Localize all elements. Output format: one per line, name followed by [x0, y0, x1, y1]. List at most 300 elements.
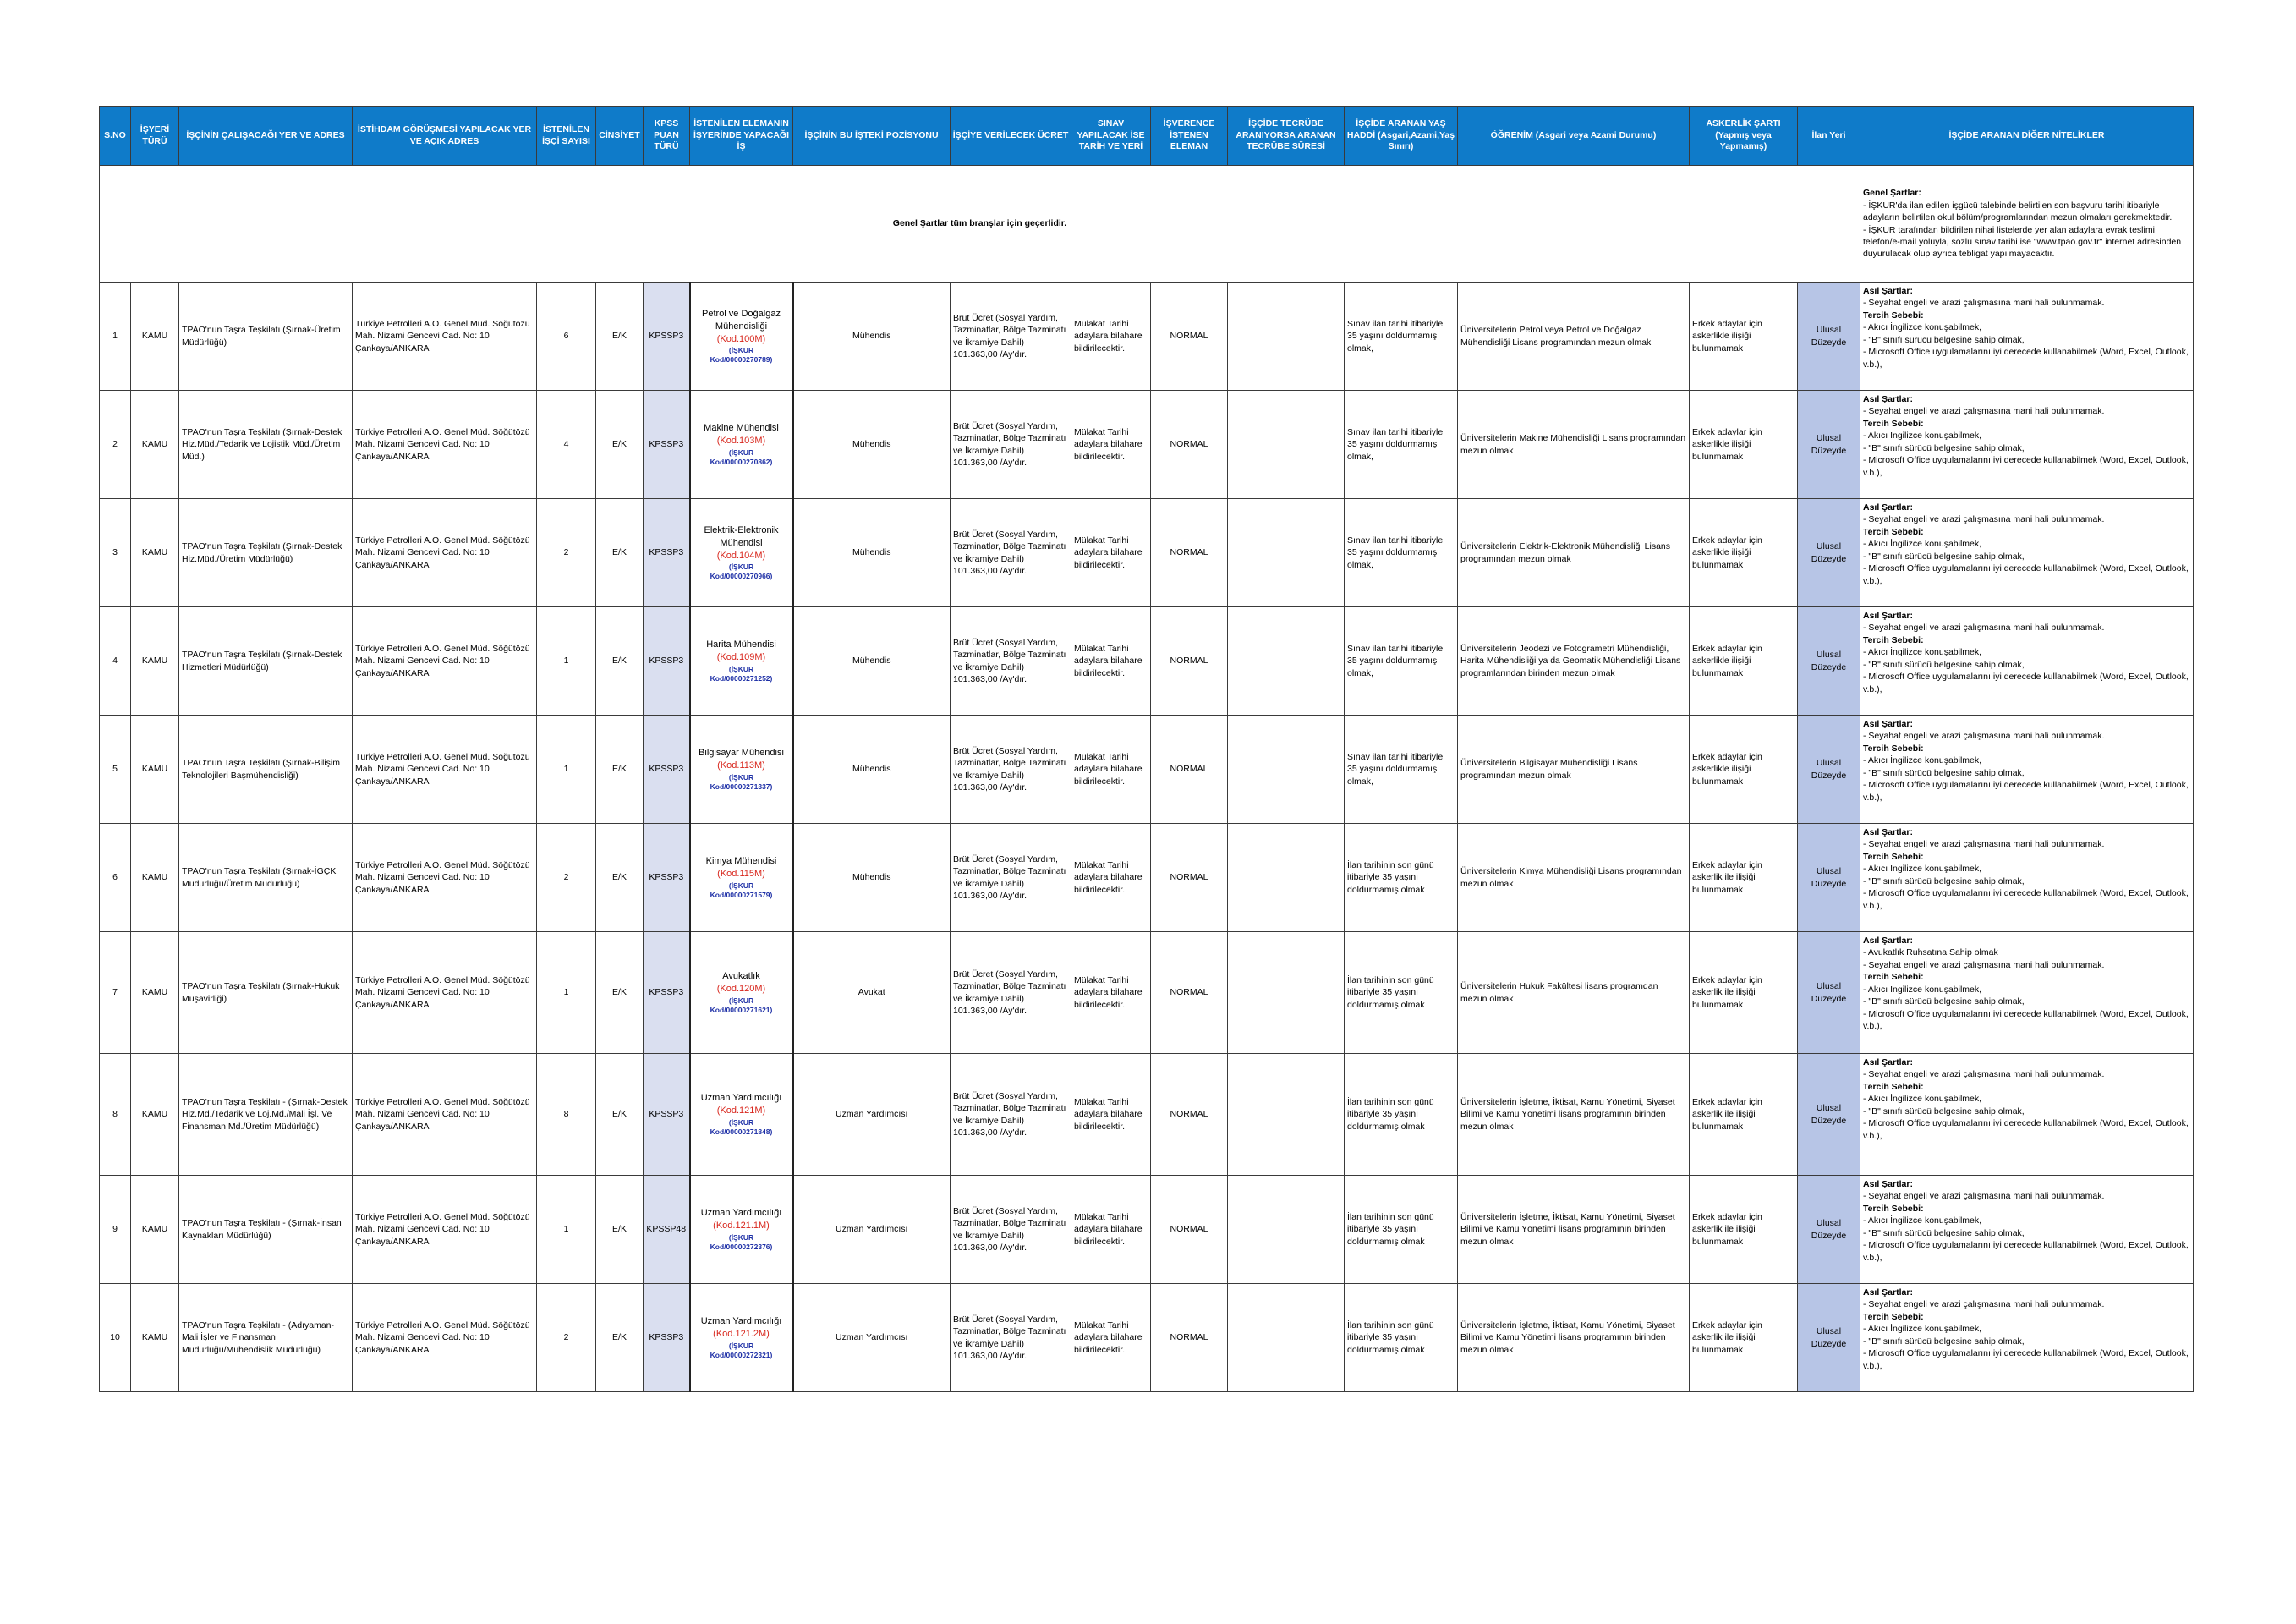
main-condition-line: - Seyahat engeli ve arazi çalışmasına mani hali bulunmamak. [1863, 839, 2105, 850]
job-code: (Kod.121M) [716, 1106, 766, 1116]
preference-line: - "B" sınıfı sürücü belgesine sahip olmak, [1863, 334, 2025, 345]
column-header: ÖĞRENİM (Asgari veya Azami Durumu) [1458, 107, 1690, 166]
preference-line: - Microsoft Office uygulamalarını iyi derecede kullanabilmek (Word, Excel, Outlook, v.b.), [1863, 1348, 2189, 1371]
experience [1228, 932, 1345, 1054]
wage: Brüt Ücret (Sosyal Yardım, Tazminatlar, Bölge Tazminatı ve İkramiye Dahil) 101.363,00 /Ay'dır. [951, 716, 1071, 824]
interview-address: Türkiye Petrolleri A.O. Genel Müd. Söğütözü Mah. Nizami Gencevi Cad. No: 10 Çankaya/ANKARA [353, 499, 537, 607]
main-conditions-title: Asıl Şartlar: [1863, 394, 1913, 404]
gender: E/K [596, 824, 644, 932]
column-header: İSTİHDAM GÖRÜŞMESİ YAPILACAK YER VE AÇIK ADRES [353, 107, 537, 166]
interview-address: Türkiye Petrolleri A.O. Genel Müd. Söğütözü Mah. Nizami Gencevi Cad. No: 10 Çankaya/ANKARA [353, 607, 537, 716]
education: Üniversitelerin Bilgisayar Mühendisliği Lisans programından mezun olmak [1458, 716, 1690, 824]
wage: Brüt Ücret (Sosyal Yardım, Tazminatlar, Bölge Tazminatı ve İkramiye Dahil) 101.363,00 /Ay'dır. [951, 1054, 1071, 1176]
other-qualifications [1860, 932, 2194, 1054]
iskur-label: (İŞKUR [728, 562, 754, 572]
age-limit: Sınav ilan tarihi itibariyle 35 yaşını doldurmamış olmak, [1345, 716, 1458, 824]
preference-line: - "B" sınıfı sürücü belgesine sahip olmak, [1863, 659, 2025, 670]
kpss-score-type: KPSSP3 [644, 391, 690, 499]
table-row [100, 1284, 2194, 1392]
listing-place: Ulusal Düzeyde [1798, 824, 1860, 932]
row-number: 7 [100, 932, 131, 1054]
kpss-score-type: KPSSP3 [644, 932, 690, 1054]
education: Üniversitelerin İşletme, İktisat, Kamu Yönetimi, Siyaset Bilimi ve Kamu Yönetimi lisans programının birinden mezun olmak [1458, 1176, 1690, 1284]
wage: Brüt Ücret (Sosyal Yardım, Tazminatlar, Bölge Tazminatı ve İkramiye Dahil) 101.363,00 /Ay'dır. [951, 824, 1071, 932]
exam-info: Mülakat Tarihi adaylara bilahare bildirilecektir. [1071, 499, 1151, 607]
kpss-score-type: KPSSP3 [644, 283, 690, 391]
job-cell [690, 499, 793, 607]
employee-type: NORMAL [1151, 607, 1228, 716]
exam-info: Mülakat Tarihi adaylara bilahare bildirilecektir. [1071, 932, 1151, 1054]
listing-place: Ulusal Düzeyde [1798, 499, 1860, 607]
gender: E/K [596, 607, 644, 716]
general-conditions-row [100, 166, 2194, 283]
row-number: 3 [100, 499, 131, 607]
gender: E/K [596, 932, 644, 1054]
education: Üniversitelerin Petrol veya Petrol ve Doğalgaz Mühendisliği Lisans programından mezun olmak [1458, 283, 1690, 391]
position: Mühendis [793, 824, 951, 932]
worker-count: 1 [537, 716, 596, 824]
workplace-type: KAMU [131, 824, 179, 932]
workplace-address: TPAO'nun Taşra Teşkilatı (Şırnak-Bilişim Teknolojileri Başmühendisliği) [179, 716, 353, 824]
job-cell [690, 1284, 793, 1392]
workplace-address: TPAO'nun Taşra Teşkilatı (Şırnak-Hukuk Müşavirliği) [179, 932, 353, 1054]
job-code: (Kod.113M) [717, 760, 765, 771]
preference-title: Tercih Sebebi: [1863, 1311, 1924, 1322]
workplace-type: KAMU [131, 283, 179, 391]
preference-line: - Microsoft Office uygulamalarını iyi derecede kullanabilmek (Word, Excel, Outlook, v.b.), [1863, 672, 2189, 694]
interview-address: Türkiye Petrolleri A.O. Genel Müd. Söğütözü Mah. Nizami Gencevi Cad. No: 10 Çankaya/ANKARA [353, 824, 537, 932]
row-number: 5 [100, 716, 131, 824]
job-code: (Kod.100M) [716, 334, 766, 345]
iskur-label: (İŞKUR [728, 1341, 754, 1350]
experience [1228, 1284, 1345, 1392]
kpss-score-type: KPSSP3 [644, 607, 690, 716]
age-limit: Sınav ilan tarihi itibariyle 35 yaşını doldurmamış olmak, [1345, 607, 1458, 716]
preference-line: - Microsoft Office uygulamalarını iyi derecede kullanabilmek (Word, Excel, Outlook, v.b.), [1863, 780, 2189, 803]
column-header: İŞÇİDE ARANAN YAŞ HADDİ (Asgari,Azami,Yaş Sınırı) [1345, 107, 1458, 166]
listing-place: Ulusal Düzeyde [1798, 716, 1860, 824]
listing-place: Ulusal Düzeyde [1798, 1284, 1860, 1392]
iskur-code: Kod/00000271621) [710, 1005, 773, 1014]
preference-title: Tercih Sebebi: [1863, 1081, 1924, 1092]
job-code: (Kod.115M) [717, 869, 765, 880]
experience [1228, 607, 1345, 716]
iskur-label: (İŞKUR [728, 881, 754, 890]
general-condition-line: - İŞKUR tarafından bildirilen nihai listelerde yer alan adaylara evrak teslimi telefon/e-mail yoluyla, sözlü sınav tarihi ise "www.tpao.gov.tr" internet adresinden duyurulacak olup ayrıca tebligat yapılmayacaktır. [1863, 224, 2182, 260]
other-qualifications [1860, 1284, 2194, 1392]
employee-type: NORMAL [1151, 716, 1228, 824]
general-condition-line: - İŞKUR'da ilan edilen işgücü talebinde belirtilen son başvuru tarihi itibariyle adayların belirtilen okul bölüm/programlarından mezun olmaları gerekmektedir. [1863, 200, 2173, 223]
iskur-label: (İŞKUR [728, 996, 754, 1005]
listing-place: Ulusal Düzeyde [1798, 283, 1860, 391]
military-requirement: Erkek adaylar için askerlik ile ilişiği bulunmamak [1690, 932, 1798, 1054]
military-requirement: Erkek adaylar için askerlikle ilişiği bulunmamak [1690, 391, 1798, 499]
general-conditions-title: Genel Şartlar: [1863, 188, 1921, 199]
exam-info: Mülakat Tarihi adaylara bilahare bildirilecektir. [1071, 607, 1151, 716]
column-header: S.NO [100, 107, 131, 166]
job-title: Avukatlık [722, 971, 760, 982]
education: Üniversitelerin Makine Mühendisliği Lisans programından mezun olmak [1458, 391, 1690, 499]
worker-count: 8 [537, 1054, 596, 1176]
table-row [100, 1176, 2194, 1284]
iskur-label: (İŞKUR [728, 664, 754, 673]
table-row [100, 716, 2194, 824]
military-requirement: Erkek adaylar için askerlikle ilişiği bulunmamak [1690, 716, 1798, 824]
age-limit: İlan tarihinin son günü itibariyle 35 yaşını doldurmamış olmak [1345, 824, 1458, 932]
main-condition-line: - Seyahat engeli ve arazi çalışmasına mani hali bulunmamak. [1863, 623, 2105, 634]
preference-title: Tercih Sebebi: [1863, 634, 1924, 645]
worker-count: 6 [537, 283, 596, 391]
iskur-code: Kod/00000270789) [710, 355, 773, 365]
preference-line: - Akıcı İngilizce konuşabilmek, [1863, 1215, 1982, 1226]
main-condition-line: - Seyahat engeli ve arazi çalışmasına mani hali bulunmamak. [1863, 959, 2105, 970]
military-requirement: Erkek adaylar için askerlik ile ilişiği bulunmamak [1690, 1176, 1798, 1284]
position: Uzman Yardımcısı [793, 1054, 951, 1176]
row-number: 1 [100, 283, 131, 391]
iskur-code: Kod/00000271252) [710, 673, 773, 683]
exam-info: Mülakat Tarihi adaylara bilahare bildirilecektir. [1071, 1176, 1151, 1284]
main-conditions-title: Asıl Şartlar: [1863, 611, 1913, 621]
wage: Brüt Ücret (Sosyal Yardım, Tazminatlar, Bölge Tazminatı ve İkramiye Dahil) 101.363,00 /Ay'dır. [951, 391, 1071, 499]
iskur-label: (İŞKUR [728, 346, 754, 355]
iskur-code: Kod/00000272376) [710, 1242, 773, 1251]
column-header: İŞÇİYE VERİLECEK ÜCRET [951, 107, 1071, 166]
preference-line: - Microsoft Office uygulamalarını iyi derecede kullanabilmek (Word, Excel, Outlook, v.b.), [1863, 347, 2189, 370]
worker-count: 4 [537, 391, 596, 499]
general-conditions-message: Genel Şartlar tüm branşlar için geçerlidir. [100, 166, 1860, 283]
job-code: (Kod.120M) [716, 984, 766, 995]
military-requirement: Erkek adaylar için askerlikle ilişiği bulunmamak [1690, 607, 1798, 716]
worker-count: 1 [537, 932, 596, 1054]
preference-line: - Microsoft Office uygulamalarını iyi derecede kullanabilmek (Word, Excel, Outlook, v.b.), [1863, 455, 2189, 478]
main-conditions-title: Asıl Şartlar: [1863, 935, 1913, 946]
preference-title: Tercih Sebebi: [1863, 743, 1924, 754]
preference-line: - Akıcı İngilizce konuşabilmek, [1863, 755, 1982, 766]
wage: Brüt Ücret (Sosyal Yardım, Tazminatlar, Bölge Tazminatı ve İkramiye Dahil) 101.363,00 /Ay'dır. [951, 932, 1071, 1054]
wage: Brüt Ücret (Sosyal Yardım, Tazminatlar, Bölge Tazminatı ve İkramiye Dahil) 101.363,00 /Ay'dır. [951, 1176, 1071, 1284]
workplace-address: TPAO'nun Taşra Teşkilatı (Şırnak-Üretim Müdürlüğü) [179, 283, 353, 391]
preference-line: - "B" sınıfı sürücü belgesine sahip olmak, [1863, 767, 2025, 778]
position: Mühendis [793, 607, 951, 716]
job-code: (Kod.103M) [716, 436, 766, 447]
preference-line: - Akıcı İngilizce konuşabilmek, [1863, 864, 1982, 875]
row-number: 6 [100, 824, 131, 932]
job-cell [690, 283, 793, 391]
education: Üniversitelerin İşletme, İktisat, Kamu Yönetimi, Siyaset Bilimi ve Kamu Yönetimi lisans programının birinden mezun olmak [1458, 1284, 1690, 1392]
preference-line: - Akıcı İngilizce konuşabilmek, [1863, 1324, 1982, 1335]
interview-address: Türkiye Petrolleri A.O. Genel Müd. Söğütözü Mah. Nizami Gencevi Cad. No: 10 Çankaya/ANKARA [353, 1054, 537, 1176]
wage: Brüt Ücret (Sosyal Yardım, Tazminatlar, Bölge Tazminatı ve İkramiye Dahil) 101.363,00 /Ay'dır. [951, 607, 1071, 716]
main-conditions-title: Asıl Şartlar: [1863, 1057, 1913, 1067]
column-header: ASKERLİK ŞARTI (Yapmış veya Yapmamış) [1690, 107, 1798, 166]
table-row [100, 607, 2194, 716]
preference-line: - Akıcı İngilizce konuşabilmek, [1863, 984, 1982, 995]
interview-address: Türkiye Petrolleri A.O. Genel Müd. Söğütözü Mah. Nizami Gencevi Cad. No: 10 Çankaya/ANKARA [353, 283, 537, 391]
job-title: Elektrik-Elektronik Mühendisi [704, 524, 779, 548]
row-number: 8 [100, 1054, 131, 1176]
column-header: CİNSİYET [596, 107, 644, 166]
other-qualifications [1860, 716, 2194, 824]
interview-address: Türkiye Petrolleri A.O. Genel Müd. Söğütözü Mah. Nizami Gencevi Cad. No: 10 Çankaya/ANKARA [353, 391, 537, 499]
military-requirement: Erkek adaylar için askerlik ile ilişiği bulunmamak [1690, 1284, 1798, 1392]
main-condition-line: - Seyahat engeli ve arazi çalışmasına mani hali bulunmamak. [1863, 1299, 2105, 1310]
experience [1228, 1054, 1345, 1176]
employee-type: NORMAL [1151, 499, 1228, 607]
workplace-type: KAMU [131, 1054, 179, 1176]
exam-info: Mülakat Tarihi adaylara bilahare bildirilecektir. [1071, 1284, 1151, 1392]
other-qualifications [1860, 499, 2194, 607]
age-limit: İlan tarihinin son günü itibariyle 35 yaşını doldurmamış olmak [1345, 1176, 1458, 1284]
row-number: 10 [100, 1284, 131, 1392]
gender: E/K [596, 1176, 644, 1284]
table-header-row [100, 107, 2194, 166]
preference-line: - Microsoft Office uygulamalarını iyi derecede kullanabilmek (Word, Excel, Outlook, v.b.), [1863, 563, 2189, 586]
experience [1228, 499, 1345, 607]
other-qualifications [1860, 1176, 2194, 1284]
age-limit: Sınav ilan tarihi itibariyle 35 yaşını doldurmamış olmak, [1345, 283, 1458, 391]
worker-count: 2 [537, 499, 596, 607]
position: Mühendis [793, 391, 951, 499]
workplace-address: TPAO'nun Taşra Teşkilatı - (Şırnak-Destek Hiz.Md./Tedarik ve Loj.Md./Mali İşl. Ve Finansman Md./Üretim Müdürlüğü) [179, 1054, 353, 1176]
row-number: 4 [100, 607, 131, 716]
listing-place: Ulusal Düzeyde [1798, 1054, 1860, 1176]
preference-title: Tercih Sebebi: [1863, 851, 1924, 862]
column-header: İŞÇİDE TECRÜBE ARANIYORSA ARANAN TECRÜBE SÜRESİ [1228, 107, 1345, 166]
interview-address: Türkiye Petrolleri A.O. Genel Müd. Söğütözü Mah. Nizami Gencevi Cad. No: 10 Çankaya/ANKARA [353, 932, 537, 1054]
iskur-label: (İŞKUR [728, 772, 754, 782]
kpss-score-type: KPSSP3 [644, 716, 690, 824]
gender: E/K [596, 1284, 644, 1392]
preference-line: - "B" sınıfı sürücü belgesine sahip olmak, [1863, 1106, 2025, 1116]
job-title: Makine Mühendisi [704, 423, 779, 434]
other-qualifications [1860, 391, 2194, 499]
preference-line: - "B" sınıfı sürücü belgesine sahip olmak, [1863, 442, 2025, 453]
age-limit: İlan tarihinin son günü itibariyle 35 yaşını doldurmamış olmak [1345, 932, 1458, 1054]
workplace-address: TPAO'nun Taşra Teşkilatı (Şırnak-Destek Hiz.Müd./Üretim Müdürlüğü) [179, 499, 353, 607]
iskur-label: (İŞKUR [728, 1232, 754, 1242]
listing-place: Ulusal Düzeyde [1798, 391, 1860, 499]
exam-info: Mülakat Tarihi adaylara bilahare bildirilecektir. [1071, 716, 1151, 824]
job-cell [690, 391, 793, 499]
experience [1228, 824, 1345, 932]
job-cell [690, 824, 793, 932]
preference-title: Tercih Sebebi: [1863, 526, 1924, 537]
workplace-address: TPAO'nun Taşra Teşkilatı (Şırnak-Destek Hizmetleri Müdürlüğü) [179, 607, 353, 716]
kpss-score-type: KPSSP48 [644, 1176, 690, 1284]
interview-address: Türkiye Petrolleri A.O. Genel Müd. Söğütözü Mah. Nizami Gencevi Cad. No: 10 Çankaya/ANKARA [353, 1176, 537, 1284]
main-condition-line: - Seyahat engeli ve arazi çalışmasına mani hali bulunmamak. [1863, 406, 2105, 417]
job-code: (Kod.109M) [716, 652, 766, 663]
job-title: Uzman Yardımcılığı [700, 1093, 782, 1104]
workplace-address: TPAO'nun Taşra Teşkilatı (Şırnak-Destek Hiz.Müd./Tedarik ve Lojistik Müd./Üretim Müd.) [179, 391, 353, 499]
interview-address: Türkiye Petrolleri A.O. Genel Müd. Söğütözü Mah. Nizami Gencevi Cad. No: 10 Çankaya/ANKARA [353, 716, 537, 824]
preference-line: - Akıcı İngilizce konuşabilmek, [1863, 1094, 1982, 1105]
interview-address: Türkiye Petrolleri A.O. Genel Müd. Söğütözü Mah. Nizami Gencevi Cad. No: 10 Çankaya/ANKARA [353, 1284, 537, 1392]
table-row [100, 499, 2194, 607]
job-cell [690, 607, 793, 716]
main-condition-line: - Seyahat engeli ve arazi çalışmasına mani hali bulunmamak. [1863, 1069, 2105, 1080]
position: Mühendis [793, 283, 951, 391]
employee-type: NORMAL [1151, 1284, 1228, 1392]
other-qualifications [1860, 607, 2194, 716]
iskur-code: Kod/00000271848) [710, 1127, 773, 1136]
column-header: İŞYERİ TÜRÜ [131, 107, 179, 166]
table-row [100, 932, 2194, 1054]
age-limit: Sınav ilan tarihi itibariyle 35 yaşını doldurmamış olmak, [1345, 499, 1458, 607]
age-limit: İlan tarihinin son günü itibariyle 35 yaşını doldurmamış olmak [1345, 1054, 1458, 1176]
main-conditions-title: Asıl Şartlar: [1863, 286, 1913, 296]
iskur-code: Kod/00000270966) [710, 572, 773, 581]
listing-place: Ulusal Düzeyde [1798, 1176, 1860, 1284]
column-header: İŞÇİNİN ÇALIŞACAĞI YER VE ADRES [179, 107, 353, 166]
iskur-code: Kod/00000270862) [710, 457, 773, 466]
job-code: (Kod.121.2M) [713, 1329, 770, 1340]
workplace-type: KAMU [131, 932, 179, 1054]
position: Avukat [793, 932, 951, 1054]
main-condition-line: - Seyahat engeli ve arazi çalışmasına mani hali bulunmamak. [1863, 514, 2105, 525]
other-qualifications [1860, 1054, 2194, 1176]
experience [1228, 391, 1345, 499]
preference-line: - "B" sınıfı sürücü belgesine sahip olmak, [1863, 1336, 2025, 1347]
employee-type: NORMAL [1151, 932, 1228, 1054]
gender: E/K [596, 283, 644, 391]
column-header: SINAV YAPILACAK İSE TARİH VE YERİ [1071, 107, 1151, 166]
column-header: İSTENİLEN ELEMANIN İŞYERİNDE YAPACAĞI İŞ [690, 107, 793, 166]
wage: Brüt Ücret (Sosyal Yardım, Tazminatlar, Bölge Tazminatı ve İkramiye Dahil) 101.363,00 /Ay'dır. [951, 499, 1071, 607]
position: Mühendis [793, 499, 951, 607]
main-condition-line: - Seyahat engeli ve arazi çalışmasına mani hali bulunmamak. [1863, 1191, 2105, 1202]
other-qualifications [1860, 824, 2194, 932]
employee-type: NORMAL [1151, 1054, 1228, 1176]
preference-line: - "B" sınıfı sürücü belgesine sahip olmak, [1863, 875, 2025, 886]
general-conditions-cell [1860, 166, 2194, 283]
experience [1228, 283, 1345, 391]
wage: Brüt Ücret (Sosyal Yardım, Tazminatlar, Bölge Tazminatı ve İkramiye Dahil) 101.363,00 /Ay'dır. [951, 1284, 1071, 1392]
listing-place: Ulusal Düzeyde [1798, 932, 1860, 1054]
workplace-type: KAMU [131, 499, 179, 607]
employee-type: NORMAL [1151, 1176, 1228, 1284]
preference-line: - Akıcı İngilizce konuşabilmek, [1863, 322, 1982, 333]
kpss-score-type: KPSSP3 [644, 824, 690, 932]
worker-count: 2 [537, 1284, 596, 1392]
column-header: İŞÇİDE ARANAN DİĞER NİTELİKLER [1860, 107, 2194, 166]
workplace-type: KAMU [131, 1284, 179, 1392]
worker-count: 1 [537, 607, 596, 716]
job-title: Uzman Yardımcılığı [700, 1208, 782, 1219]
job-cell [690, 716, 793, 824]
listing-place: Ulusal Düzeyde [1798, 607, 1860, 716]
main-conditions-title: Asıl Şartlar: [1863, 1179, 1913, 1189]
worker-count: 1 [537, 1176, 596, 1284]
workplace-type: KAMU [131, 607, 179, 716]
job-cell [690, 932, 793, 1054]
employee-type: NORMAL [1151, 824, 1228, 932]
education: Üniversitelerin Elektrik-Elektronik Mühendisliği Lisans programından mezun olmak [1458, 499, 1690, 607]
education: Üniversitelerin Kimya Mühendisliği Lisans programından mezun olmak [1458, 824, 1690, 932]
iskur-label: (İŞKUR [728, 447, 754, 457]
workplace-address: TPAO'nun Taşra Teşkilatı - (Şırnak-İnsan Kaynakları Müdürlüğü) [179, 1176, 353, 1284]
job-code: (Kod.121.1M) [713, 1221, 770, 1232]
table-row [100, 283, 2194, 391]
preference-title: Tercih Sebebi: [1863, 972, 1924, 983]
employee-type: NORMAL [1151, 283, 1228, 391]
position: Uzman Yardımcısı [793, 1284, 951, 1392]
age-limit: Sınav ilan tarihi itibariyle 35 yaşını doldurmamış olmak, [1345, 391, 1458, 499]
gender: E/K [596, 1054, 644, 1176]
kpss-score-type: KPSSP3 [644, 499, 690, 607]
preference-line: - Microsoft Office uygulamalarını iyi derecede kullanabilmek (Word, Excel, Outlook, v.b.), [1863, 1008, 2189, 1032]
job-title: Uzman Yardımcılığı [700, 1316, 782, 1327]
job-title: Kimya Mühendisi [705, 856, 777, 867]
column-header: İŞVERENCE İSTENEN ELEMAN [1151, 107, 1228, 166]
preference-line: - Akıcı İngilizce konuşabilmek, [1863, 539, 1982, 550]
military-requirement: Erkek adaylar için askerlikle ilişiği bulunmamak [1690, 283, 1798, 391]
column-header: İSTENİLEN İŞÇİ SAYISI [537, 107, 596, 166]
job-cell [690, 1054, 793, 1176]
main-conditions-title: Asıl Şartlar: [1863, 502, 1913, 513]
worker-count: 2 [537, 824, 596, 932]
workplace-type: KAMU [131, 391, 179, 499]
column-header: KPSS PUAN TÜRÜ [644, 107, 690, 166]
exam-info: Mülakat Tarihi adaylara bilahare bildirilecektir. [1071, 824, 1151, 932]
kpss-score-type: KPSSP3 [644, 1054, 690, 1176]
table-row [100, 824, 2194, 932]
workplace-address: TPAO'nun Taşra Teşkilatı (Şırnak-İGÇK Müdürlüğü/Üretim Müdürlüğü) [179, 824, 353, 932]
preference-line: - "B" sınıfı sürücü belgesine sahip olmak, [1863, 996, 2025, 1007]
education: Üniversitelerin Jeodezi ve Fotogrametri Mühendisliği, Harita Mühendisliği ya da Geomatik Mühendisliği Lisans programlarından birinden mezun olmak [1458, 607, 1690, 716]
column-header: İlan Yeri [1798, 107, 1860, 166]
iskur-code: Kod/00000271337) [710, 782, 773, 791]
military-requirement: Erkek adaylar için askerlik ile ilişiği bulunmamak [1690, 824, 1798, 932]
iskur-code: Kod/00000271579) [710, 890, 773, 899]
wage: Brüt Ücret (Sosyal Yardım, Tazminatlar, Bölge Tazminatı ve İkramiye Dahil) 101.363,00 /Ay'dır. [951, 283, 1071, 391]
workplace-type: KAMU [131, 716, 179, 824]
preference-title: Tercih Sebebi: [1863, 418, 1924, 429]
main-condition-line: - Seyahat engeli ve arazi çalışmasına mani hali bulunmamak. [1863, 298, 2105, 309]
main-condition-line: - Avukatlık Ruhsatına Sahip olmak [1863, 947, 1998, 958]
exam-info: Mülakat Tarihi adaylara bilahare bildirilecektir. [1071, 1054, 1151, 1176]
main-conditions-title: Asıl Şartlar: [1863, 1287, 1913, 1298]
preference-title: Tercih Sebebi: [1863, 310, 1924, 321]
exam-info: Mülakat Tarihi adaylara bilahare bildirilecektir. [1071, 391, 1151, 499]
military-requirement: Erkek adaylar için askerlikle ilişiği bulunmamak [1690, 499, 1798, 607]
job-cell [690, 1176, 793, 1284]
other-qualifications [1860, 283, 2194, 391]
preference-line: - Akıcı İngilizce konuşabilmek, [1863, 431, 1982, 442]
workplace-address: TPAO'nun Taşra Teşkilatı - (Adıyaman-Mali İşler ve Finansman Müdürlüğü/Mühendislik Müdürlüğü) [179, 1284, 353, 1392]
row-number: 9 [100, 1176, 131, 1284]
gender: E/K [596, 716, 644, 824]
preference-line: - "B" sınıfı sürücü belgesine sahip olmak, [1863, 551, 2025, 562]
iskur-code: Kod/00000272321) [710, 1350, 773, 1359]
experience [1228, 716, 1345, 824]
employee-type: NORMAL [1151, 391, 1228, 499]
main-condition-line: - Seyahat engeli ve arazi çalışmasına mani hali bulunmamak. [1863, 731, 2105, 742]
education: Üniversitelerin İşletme, İktisat, Kamu Yönetimi, Siyaset Bilimi ve Kamu Yönetimi lisans programının birinden mezun olmak [1458, 1054, 1690, 1176]
job-title: Bilgisayar Mühendisi [699, 748, 784, 759]
preference-line: - Microsoft Office uygulamalarını iyi derecede kullanabilmek (Word, Excel, Outlook, v.b.), [1863, 1118, 2189, 1141]
education: Üniversitelerin Hukuk Fakültesi lisans programdan mezun olmak [1458, 932, 1690, 1054]
preference-line: - Microsoft Office uygulamalarını iyi derecede kullanabilmek (Word, Excel, Outlook, v.b.), [1863, 888, 2189, 911]
preference-line: - Akıcı İngilizce konuşabilmek, [1863, 647, 1982, 658]
preference-line: - "B" sınıfı sürücü belgesine sahip olmak, [1863, 1227, 2025, 1238]
table-row [100, 1054, 2194, 1176]
kpss-score-type: KPSSP3 [644, 1284, 690, 1392]
military-requirement: Erkek adaylar için askerlik ile ilişiği bulunmamak [1690, 1054, 1798, 1176]
main-conditions-title: Asıl Şartlar: [1863, 719, 1913, 729]
experience [1228, 1176, 1345, 1284]
preference-title: Tercih Sebebi: [1863, 1203, 1924, 1214]
